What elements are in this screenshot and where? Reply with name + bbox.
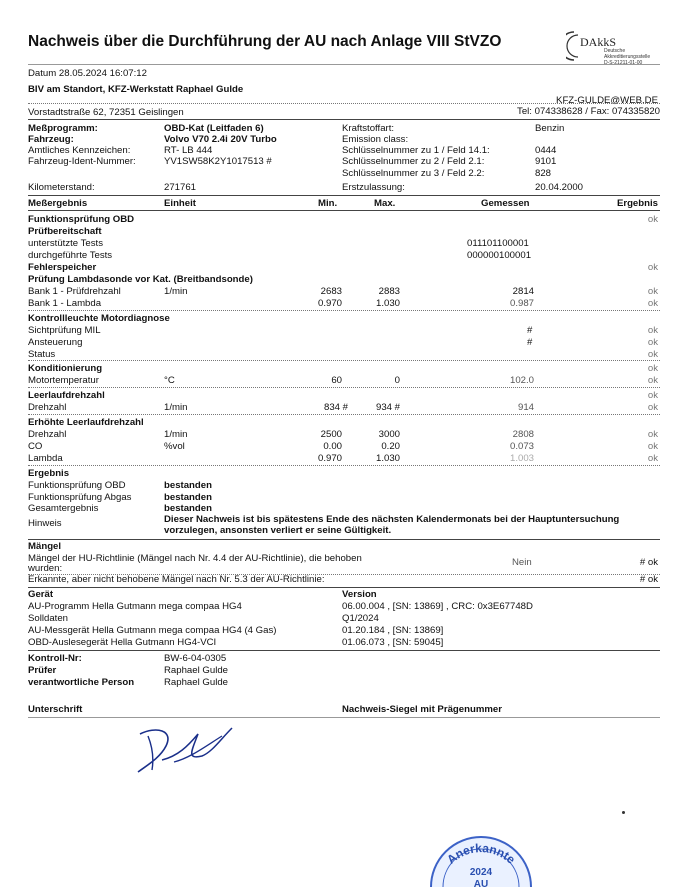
sec-leerlauf-title: Leerlaufdrehzahl xyxy=(28,390,105,401)
leerlauf-ok: ok xyxy=(647,390,658,401)
maengel-line2-result: # ok xyxy=(639,574,658,585)
dot-mark xyxy=(622,811,625,814)
col-min: Min. xyxy=(318,198,338,209)
kontroll-nr-value: BW-6-04-0305 xyxy=(164,653,227,664)
konditionierung-ok: ok xyxy=(647,363,658,374)
info-schluessel1-value: 0444 xyxy=(535,145,557,156)
datum: Datum 28.05.2024 16:07:12 xyxy=(28,68,147,79)
dakks-line1: Deutsche xyxy=(604,48,626,54)
divider xyxy=(28,310,660,311)
geraet-name: AU-Programm Hella Gutmann mega compaa HG4 xyxy=(28,601,242,612)
val-gesamtergebnis: bestanden xyxy=(164,503,212,514)
min: 0.00 xyxy=(323,441,342,452)
row-status: Status xyxy=(28,349,56,360)
info-kraftstoff-value: Benzin xyxy=(535,123,565,134)
anerkannte-stamp xyxy=(426,827,536,887)
min: 834 # xyxy=(323,402,348,413)
result: ok xyxy=(647,325,658,336)
measured: 102.0 xyxy=(509,375,534,386)
geraet-name: AU-Messgerät Hella Gutmann mega compaa HG4 (4 Gas) xyxy=(28,625,277,636)
result: ok xyxy=(647,298,658,309)
info-erstzulassung-label: Erstzulassung: xyxy=(342,182,405,193)
val-durchgefuehrte-tests: 000000100001 xyxy=(467,250,532,261)
result: ok xyxy=(647,453,658,464)
value-kennzeichen: RT- LB 444 xyxy=(164,145,213,156)
row-co: CO xyxy=(28,441,43,452)
val-funktionspruefung-abgas: bestanden xyxy=(164,492,212,503)
divider xyxy=(28,587,660,588)
geraet-name: OBD-Auslesegerät Hella Gutmann HG4-VCI xyxy=(28,637,217,648)
hinweis-line2: vorzulegen, ansonsten verliert er seine Gültigkeit. xyxy=(164,525,392,536)
max: 934 # xyxy=(375,402,400,413)
sec-obd-pruefbereitschaft: Prüfbereitschaft xyxy=(28,226,102,237)
value-kilometerstand: 271761 xyxy=(164,182,197,193)
dakks-logo-text: DAkkS xyxy=(580,35,617,49)
label-messprogramm: Meßprogramm: xyxy=(28,123,98,134)
unit: 1/min xyxy=(164,402,188,413)
dakks-line3: D-S-21211-01-00 xyxy=(604,60,643,66)
measured: 0.987 xyxy=(509,298,534,309)
result: ok xyxy=(647,286,658,297)
pruefer-value: Raphael Gulde xyxy=(164,665,229,676)
row-drehzahl: Drehzahl xyxy=(28,429,67,440)
dakks-logo xyxy=(566,26,666,76)
info-schluessel3-label: Schlüsselnummer zu 3 / Feld 2.2: xyxy=(342,168,485,179)
hinweis-line1: Dieser Nachweis ist bis spätestens Ende des nächsten Kalendermonats bei der Hauptuntersuchung xyxy=(164,514,620,525)
row-drehzahl: Drehzahl xyxy=(28,402,67,413)
handwritten-signature xyxy=(126,716,246,776)
col-ergebnis: Ergebnis xyxy=(616,198,658,209)
sec-erhoehte-leerlauf-title: Erhöhte Leerlaufdrehzahl xyxy=(28,417,144,428)
stamp-text: Anerkannte xyxy=(444,841,519,867)
row-ansteuerung: Ansteuerung xyxy=(28,337,83,348)
divider xyxy=(28,64,660,65)
measured: # xyxy=(527,337,533,348)
col-gemessen: Gemessen xyxy=(481,198,530,209)
version-title: Version xyxy=(342,589,377,600)
col-einheit: Einheit xyxy=(164,198,196,209)
measured: 0.073 xyxy=(509,441,534,452)
min: 2500 xyxy=(320,429,342,440)
maengel-title: Mängel xyxy=(28,541,62,552)
min: 2683 xyxy=(320,286,342,297)
maengel-line1: Mängel der HU-Richtlinie (Mängel nach Nr. 4.4 der AU-Richtlinie), die behoben xyxy=(28,553,362,564)
dakks-line2: Akkreditierungsstelle xyxy=(604,54,651,60)
info-emission-label: Emission class: xyxy=(342,134,409,145)
max: 2883 xyxy=(378,286,400,297)
measured: 2814 xyxy=(512,286,534,297)
sec-obd-ok: ok xyxy=(647,214,658,225)
row-motortemperatur: Motortemperatur xyxy=(28,375,99,386)
unit: %vol xyxy=(164,441,185,452)
geraet-name: Solldaten xyxy=(28,613,69,624)
row-bank1-lambda: Bank 1 - Lambda xyxy=(28,298,102,309)
min: 0.970 xyxy=(317,453,342,464)
geraet-version: 06.00.004 , [SN: 13869] , CRC: 0x3E67748D xyxy=(342,601,533,612)
label-kennzeichen: Amtliches Kennzeichen: xyxy=(28,145,131,156)
telefon-fax: Tel: 074338628 / Fax: 074335820 xyxy=(517,106,660,117)
measured: 1.003 xyxy=(509,453,534,464)
verantwortliche-label: verantwortliche Person xyxy=(28,677,135,688)
max: 1.030 xyxy=(375,453,400,464)
info-schluessel1-label: Schlüsselnummer zu 1 / Feld 14.1: xyxy=(342,145,490,156)
max: 3000 xyxy=(378,429,400,440)
measured: 914 xyxy=(517,402,534,413)
divider xyxy=(28,414,660,415)
sec-konditionierung-title: Konditionierung xyxy=(28,363,103,374)
kontroll-nr-label: Kontroll-Nr: xyxy=(28,653,82,664)
max: 0 xyxy=(394,375,400,386)
unit: °C xyxy=(164,375,175,386)
label-fin: Fahrzeug-Ident-Nummer: xyxy=(28,156,136,167)
address: Vorstadtstraße 62, 72351 Geislingen xyxy=(28,107,184,118)
info-schluessel3-value: 828 xyxy=(535,168,552,179)
measured: # xyxy=(527,325,533,336)
result: ok xyxy=(647,429,658,440)
value-messprogramm: OBD-Kat (Leitfaden 6) xyxy=(164,123,264,134)
min: 60 xyxy=(331,375,342,386)
divider xyxy=(28,539,660,540)
divider xyxy=(28,360,660,361)
stamp-year: 2024 xyxy=(469,867,493,878)
measured: 2808 xyxy=(512,429,534,440)
info-schluessel2-value: 9101 xyxy=(535,156,557,167)
divider xyxy=(28,650,660,651)
stamp-bottom: AU xyxy=(473,879,489,887)
geraet-version: 01.06.073 , [SN: 59045] xyxy=(342,637,444,648)
label-kilometerstand: Kilometerstand: xyxy=(28,182,95,193)
siegel-label: Nachweis-Siegel mit Prägenummer xyxy=(342,704,502,715)
row-lambda: Lambda xyxy=(28,453,63,464)
sec-obd-title: Funktionsprüfung OBD xyxy=(28,214,135,225)
ergebnis-title: Ergebnis xyxy=(28,468,70,479)
result: ok xyxy=(647,349,658,360)
row-funktionspruefung-abgas: Funktionsprüfung Abgas xyxy=(28,492,132,503)
col-messergebnis: Meßergebnis xyxy=(28,198,88,209)
max: 0.20 xyxy=(381,441,400,452)
info-erstzulassung-value: 20.04.2000 xyxy=(535,182,584,193)
biv-standort: BIV am Standort, KFZ-Werkstatt Raphael Gulde xyxy=(28,84,244,95)
pruefer-label: Prüfer xyxy=(28,665,57,676)
value-fin: YV1SW58K2Y1017513 # xyxy=(164,156,272,167)
val-funktionspruefung-obd: bestanden xyxy=(164,480,212,491)
row-unterstuetzte-tests: unterstützte Tests xyxy=(28,238,104,249)
unterschrift-label: Unterschrift xyxy=(28,704,83,715)
row-durchgefuehrte-tests: durchgeführte Tests xyxy=(28,250,113,261)
row-funktionspruefung-obd: Funktionsprüfung OBD xyxy=(28,480,126,491)
maengel-line1b: wurden: xyxy=(28,563,63,574)
label-fahrzeug: Fahrzeug: xyxy=(28,134,74,145)
max: 1.030 xyxy=(375,298,400,309)
sec-obd-lambdasonde: Prüfung Lambdasonde vor Kat. (Breitbandsonde) xyxy=(28,274,253,285)
unit: 1/min xyxy=(164,286,188,297)
row-gesamtergebnis: Gesamtergebnis xyxy=(28,503,99,514)
result: ok xyxy=(647,402,658,413)
divider xyxy=(28,717,660,718)
row-sichtpruefung-mil: Sichtprüfung MIL xyxy=(28,325,101,336)
value-fahrzeug: Volvo V70 2.4i 20V Turbo xyxy=(164,134,277,145)
unit: 1/min xyxy=(164,429,188,440)
verantwortliche-value: Raphael Gulde xyxy=(164,677,229,688)
divider xyxy=(28,103,660,104)
result: ok xyxy=(647,441,658,452)
geraet-title: Gerät xyxy=(28,589,54,600)
divider xyxy=(28,210,660,211)
info-schluessel2-label: Schlüsselnummer zu 2 / Feld 2.1: xyxy=(342,156,485,167)
geraet-version: 01.20.184 , [SN: 13869] xyxy=(342,625,444,636)
divider xyxy=(28,195,660,196)
row-bank1-pruefdrehzahl: Bank 1 - Prüfdrehzahl xyxy=(28,286,121,297)
maengel-line1-result: # ok xyxy=(639,557,658,568)
maengel-line1-value: Nein xyxy=(512,557,532,568)
divider xyxy=(28,387,660,388)
fehlerspeicher-ok: ok xyxy=(647,262,658,273)
sec-obd-fehlerspeicher: Fehlerspeicher xyxy=(28,262,97,273)
hinweis-label: Hinweis xyxy=(28,518,62,529)
divider xyxy=(28,465,660,466)
sec-mil-title: Kontrollleuchte Motordiagnose xyxy=(28,313,170,324)
result: ok xyxy=(647,375,658,386)
min: 0.970 xyxy=(317,298,342,309)
maengel-line2: Erkannte, aber nicht behobene Mängel nach Nr. 5.3 der AU-Richtlinie: xyxy=(28,574,325,585)
geraet-version: Q1/2024 xyxy=(342,613,379,624)
info-kraftstoff-label: Kraftstoffart: xyxy=(342,123,395,134)
val-unterstuetzte-tests: 011101100001 xyxy=(467,238,529,249)
divider xyxy=(28,119,660,120)
col-max: Max. xyxy=(374,198,396,209)
page-title: Nachweis über die Durchführung der AU nach Anlage VIII StVZO xyxy=(28,33,502,50)
result: ok xyxy=(647,337,658,348)
email: KFZ-GULDE@WEB.DE xyxy=(556,95,658,106)
